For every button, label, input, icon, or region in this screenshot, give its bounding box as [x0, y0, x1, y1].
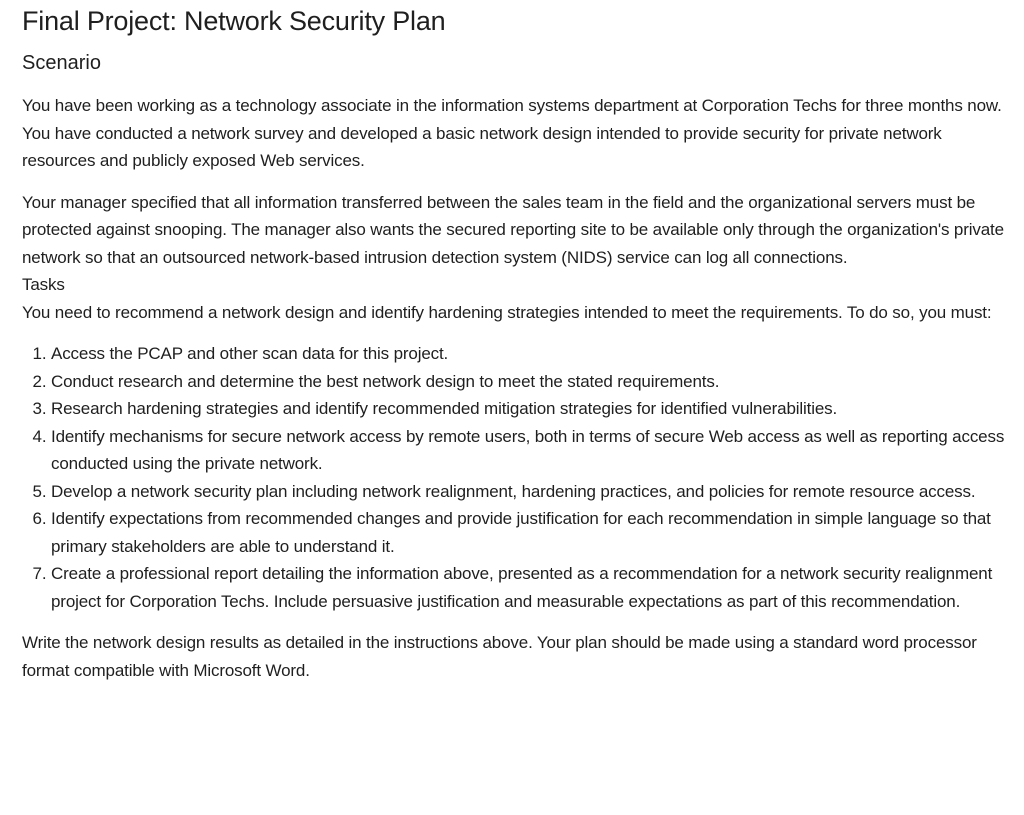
closing-paragraph: Write the network design results as detailed in the instructions above. Your plan should be made using a standard word processor format compatible with Microsoft Word. — [22, 633, 977, 680]
task-list-item: 2. Conduct research and determine the best network design to meet the stated requirements. — [51, 368, 1010, 396]
task-list-item: 1. Access the PCAP and other scan data for this project. — [51, 340, 1010, 368]
task-list-item: 4. Identify mechanisms for secure network access by remote users, both in terms of secure Web access as well as reporting access conducted using the private network. — [51, 423, 1010, 478]
scenario-heading: Scenario — [22, 52, 101, 74]
task-list-item: 3. Research hardening strategies and identify recommended mitigation strategies for identified vulnerabilities. — [51, 395, 1010, 423]
tasks-intro-paragraph: You need to recommend a network design and identify hardening strategies intended to meet the requirements. To do so, you must: — [22, 302, 992, 322]
scenario-paragraph-2: Your manager specified that all information transferred between the sales team in the field and the organizational servers must be protected against snooping. The manager also wants the secured reporting site to be available only through the organization's private network so that an outsourced network-based intrusion detection system (NIDS) service can log all connections. — [22, 192, 1004, 267]
page-title: Final Project: Network Security Plan — [22, 6, 446, 36]
task-list — [22, 340, 1010, 615]
scenario-paragraph-1: You have been working as a technology associate in the information systems department at Corporation Techs for three months now. You have conducted a network survey and developed a basic network design intended to provide security for private network resources and publicly exposed Web services. — [22, 96, 1002, 170]
task-list-item: 6. Identify expectations from recommended changes and provide justification for each recommendation in simple language so that primary stakeholders are able to understand it. — [51, 505, 1010, 560]
task-list-item: 7. Create a professional report detailing the information above, presented as a recommendation for a network security realignment project for Corporation Techs. Include persuasive justification and measurable expectations as part of this recommendation. — [51, 560, 1010, 615]
document-page — [0, 4, 1024, 684]
task-list-item: 5. Develop a network security plan including network realignment, hardening practices, and policies for remote resource access. — [51, 478, 1010, 506]
tasks-heading: Tasks — [22, 275, 65, 294]
